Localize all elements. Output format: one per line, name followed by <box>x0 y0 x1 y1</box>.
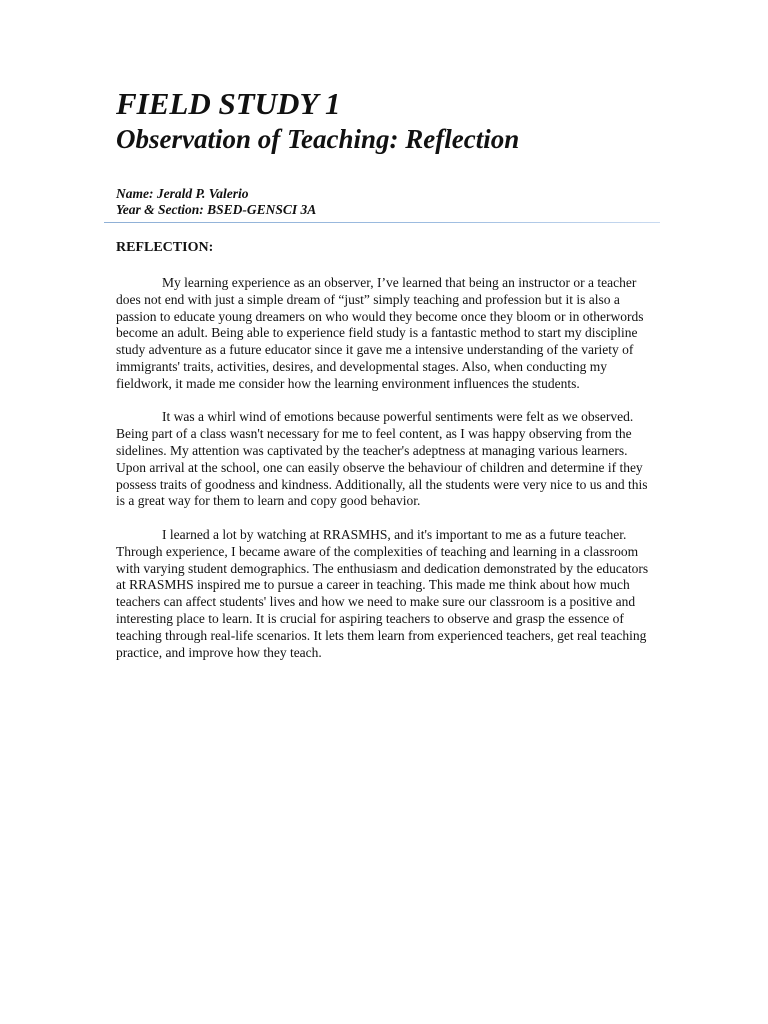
document-title: FIELD STUDY 1 <box>116 86 341 121</box>
reflection-body <box>116 275 650 678</box>
year-section: Year & Section: BSED-GENSCI 3A <box>116 202 317 217</box>
header-divider <box>104 222 660 223</box>
document-header <box>116 86 650 218</box>
paragraph-2: It was a whirl wind of emotions because powerful sentiments were felt as we observed. Being part of a class wasn't necessary for me to feel content, as I was happy observing from the sidelines. My attention was captivated by the teacher's adeptness at managing various learners. Upon arrival at the school, one can easily observe the behaviour of children and determine if they possess traits of goodness and kindness. Additionally, all the students were very nice to us and this is a great way for them to learn and copy good behavior. <box>116 409 648 509</box>
student-name: Name: Jerald P. Valerio <box>116 186 249 201</box>
paragraph-3: I learned a lot by watching at RRASMHS, and it's important to me as a future teacher. Through experience, I became aware of the complexities of teaching and learning in a classroom with varying student demographics. The enthusiasm and dedication demonstrated by the educators at RRASMHS inspired me to pursue a career in teaching. This made me think about how much teachers can affect students' lives and how we need to make sure our classroom is a positive and interesting place to learn. It is crucial for aspiring teachers to observe and grasp the essence of teaching through real-life scenarios. It lets them learn from experienced teachers, get real teaching practice, and improve how they teach. <box>116 526 649 660</box>
document-subtitle: Observation of Teaching: Reflection <box>116 124 520 154</box>
student-info <box>116 186 650 218</box>
section-heading: REFLECTION: <box>116 240 214 255</box>
paragraph-1: My learning experience as an observer, I’ve learned that being an instructor or a teacher does not end with just a simple dream of “just” simply teaching and profession but it is also a passion to educate young dreamers on who would they become once they bloom or in otherwords become an adult. Being able to experience field study is a fantastic method to start my discipline study adventure as a future educator since it gave me a intensive understanding of the variety of immigrants' traits, activities, desires, and developmental stages. Also, when conducting my fieldwork, it made me consider how the learning environment influences the students. <box>116 275 644 391</box>
